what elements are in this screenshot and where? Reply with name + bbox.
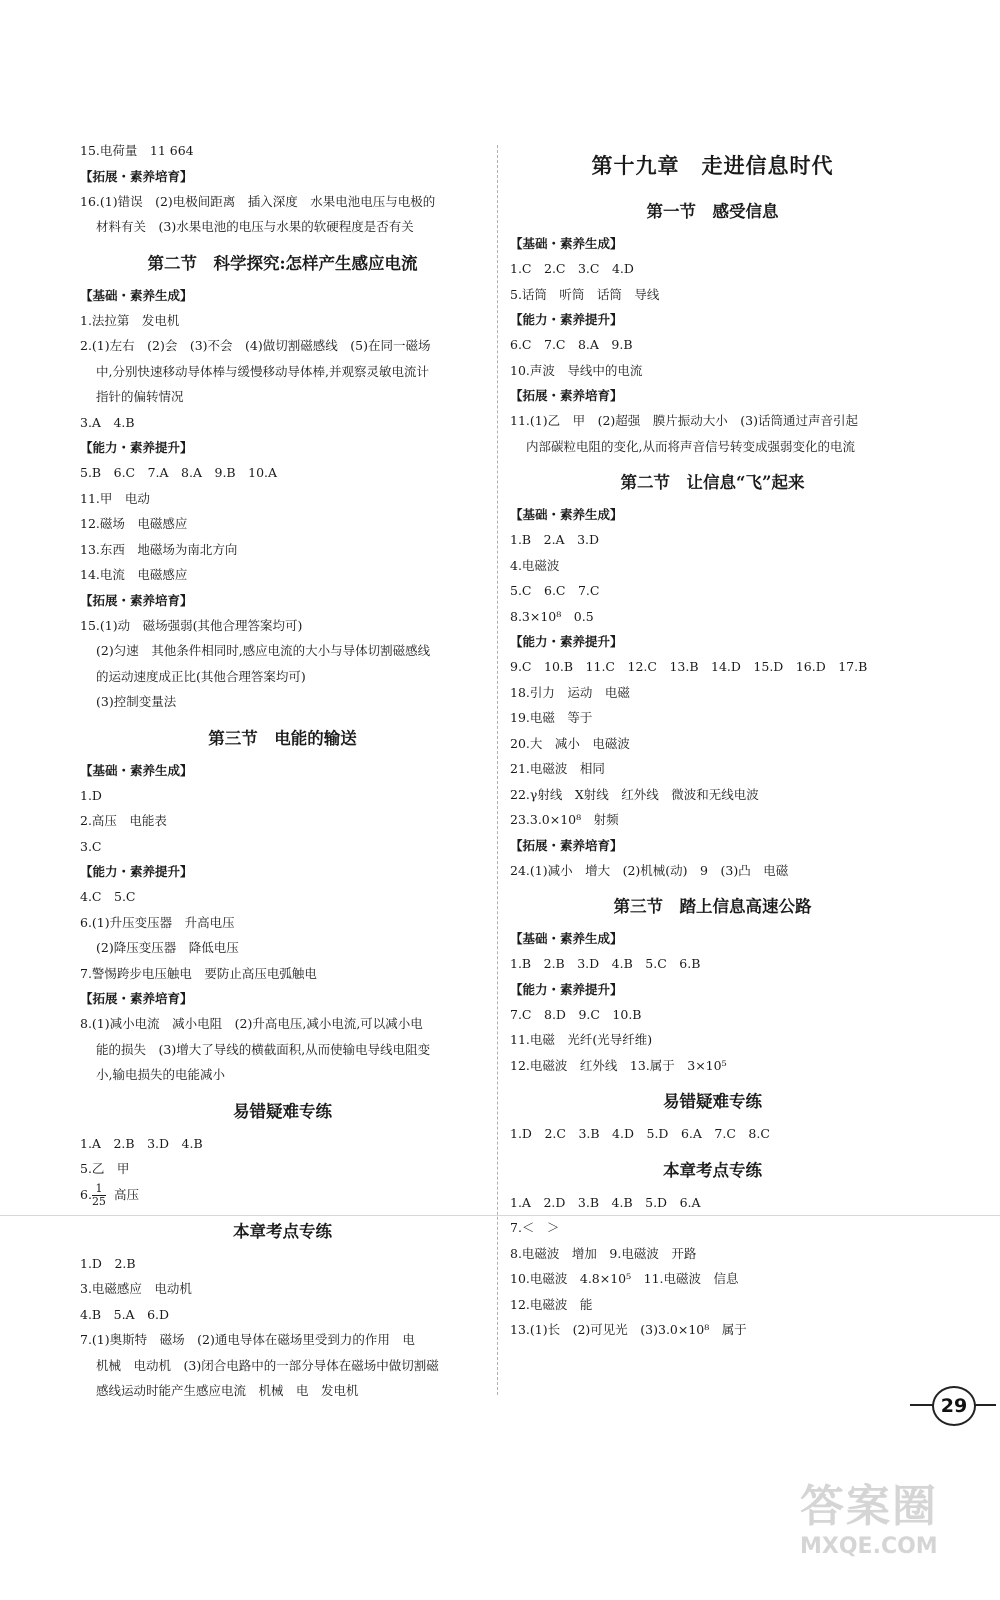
answer-line: 2.高压 电能表 <box>80 813 167 828</box>
answer-line: 4.B 5.A 6.D <box>80 1306 170 1322</box>
right-answer-column <box>510 138 915 1343</box>
category-tag: 【能力・素养提升】 <box>510 981 623 997</box>
answer-subline: (2)降压变压器 降低电压 <box>96 940 239 955</box>
answer-line: 13.东西 地磁场为南北方向 <box>80 541 238 557</box>
category-tag: 【能力・素养提升】 <box>510 634 623 649</box>
section-title: 第二节 让信息“飞”起来 <box>620 473 805 492</box>
answer-line: 4.电磁波 <box>510 557 560 573</box>
answer-line: 15.电荷量 11 664 <box>80 143 194 158</box>
answer-continuation: 感线运动时能产生感应电流 机械 电 发电机 <box>96 1383 359 1398</box>
answer-line: 1.D 2.C 3.B 4.D 5.D 6.A 7.C 8.C <box>510 1126 770 1141</box>
answer-line: 11.甲 电动 <box>80 490 150 506</box>
answer-line: 7.警惕跨步电压触电 要防止高压电弧触电 <box>80 965 317 981</box>
answer-line: 8.3×10⁸ 0.5 <box>510 608 594 624</box>
answer-continuation: 能的损失 (3)增大了导线的横截面积,从而使输电导线电阻变 <box>96 1041 431 1057</box>
answer-line: 5.话筒 听筒 话筒 导线 <box>510 286 660 302</box>
page-number: 29 <box>932 1386 976 1426</box>
answer-line: 1.A 2.B 3.D 4.B <box>80 1135 203 1151</box>
answer-line: 8.电磁波 增加 9.电磁波 开路 <box>510 1245 697 1261</box>
answer-line: 23.3.0×10⁸ 射频 <box>510 812 619 827</box>
left-answer-column <box>80 138 485 1404</box>
answer-line: 7.C 8.D 9.C 10.B <box>510 1006 642 1022</box>
section-title: 第一节 感受信息 <box>646 202 779 221</box>
section-title: 第三节 电能的输送 <box>208 728 357 748</box>
answer-line: 11.(1)乙 甲 (2)超强 膜片振动大小 (3)话筒通过声音引起 <box>510 413 858 428</box>
answer-line: 19.电磁 等于 <box>510 710 593 725</box>
category-tag: 【能力・素养提升】 <box>510 312 623 327</box>
answer-subline: (3)控制变量法 <box>96 694 177 709</box>
answer-line: 24.(1)减小 增大 (2)机械(动) 9 (3)凸 电磁 <box>510 862 789 878</box>
fraction-denominator: 25 <box>91 1194 106 1208</box>
answer-continuation: 小,输电损失的电能减小 <box>96 1067 225 1082</box>
category-tag: 【能力・素养提升】 <box>80 864 193 879</box>
answer-line: 1.法拉第 发电机 <box>80 312 180 328</box>
section-title: 易错疑难专练 <box>233 1101 332 1121</box>
answer-line: 21.电磁波 相同 <box>510 761 605 776</box>
answer-line: 13.(1)长 (2)可见光 (3)3.0×10⁸ 属于 <box>510 1322 747 1337</box>
answer-line: 12.电磁波 能 <box>510 1296 593 1312</box>
answer-line: 5.C 6.C 7.C <box>510 583 600 598</box>
answer-continuation: 中,分别快速移动导体棒与缓慢移动导体棒,并观察灵敏电流计 <box>96 363 429 379</box>
watermark-logo <box>800 1470 990 1580</box>
category-tag: 【基础・素养生成】 <box>510 931 623 946</box>
section-title: 易错疑难专练 <box>663 1092 762 1111</box>
answer-line: 12.电磁波 红外线 13.属于 3×10⁵ <box>510 1057 727 1073</box>
section-title: 本章考点专练 <box>233 1221 332 1241</box>
answer-line: 16.(1)错误 (2)电极间距离 插入深度 水果电池电压与电极的 <box>80 193 436 209</box>
answer-line: 8.(1)减小电流 减小电阻 (2)升高电压,减小电流,可以减小电 <box>80 1016 423 1031</box>
answer-line: 4.C 5.C <box>80 889 136 904</box>
category-tag: 【拓展・素养培育】 <box>80 592 193 608</box>
page-fold-line <box>0 1215 1000 1216</box>
answer-number: 6. <box>80 1186 92 1202</box>
watermark-text: 答案圈 <box>800 1481 938 1532</box>
answer-line: 5.B 6.C 7.A 8.A 9.B 10.A <box>80 465 278 480</box>
category-tag: 【拓展・素养培育】 <box>510 388 623 403</box>
answer-line: 10.电磁波 4.8×10⁵ 11.电磁波 信息 <box>510 1271 739 1286</box>
section-title: 第三节 踏上信息高速公路 <box>613 897 812 916</box>
answer-line: 9.C 10.B 11.C 12.C 13.B 14.D 15.D 16.D 17.B <box>510 659 868 674</box>
answer-line: 2.(1)左右 (2)会 (3)不会 (4)做切割磁感线 (5)在同一磁场 <box>80 338 431 353</box>
answer-line: 6.(1)升压变压器 升高电压 <box>80 914 235 930</box>
answer-line: 14.电流 电磁感应 <box>80 567 188 582</box>
answer-subline: 的运动速度成正比(其他合理答案均可) <box>96 668 306 684</box>
answer-line: 20.大 减小 电磁波 <box>510 735 630 751</box>
answer-continuation: 机械 电动机 (3)闭合电路中的一部分导体在磁场中做切割磁 <box>96 1357 439 1373</box>
category-tag: 【拓展・素养培育】 <box>80 991 193 1006</box>
watermark-url: MXQE.COM <box>800 1534 938 1559</box>
section-title: 第二节 科学探究:怎样产生感应电流 <box>147 253 418 273</box>
answer-line: 6.C 7.C 8.A 9.B <box>510 337 633 352</box>
answer-line: 3.A 4.B <box>80 414 135 430</box>
category-tag: 【拓展・素养培育】 <box>80 168 193 184</box>
answer-continuation: 内部碳粒电阻的变化,从而将声音信号转变成强弱变化的电流 <box>526 438 855 454</box>
answer-text: 高压 <box>113 1186 139 1202</box>
answer-line: 12.磁场 电磁感应 <box>80 516 188 531</box>
category-tag: 【基础・素养生成】 <box>80 287 193 303</box>
answer-continuation: 材料有关 (3)水果电池的电压与水果的软硬程度是否有关 <box>96 219 414 234</box>
answer-continuation: 指针的偏转情况 <box>96 389 184 404</box>
page-number-badge <box>910 1386 1000 1426</box>
answer-line: 11.电磁 光纤(光导纤维) <box>510 1032 653 1047</box>
fraction-numerator: 1 <box>92 1183 106 1196</box>
answer-subline: (2)匀速 其他条件相同时,感应电流的大小与导体切割磁感线 <box>96 643 431 658</box>
answer-line: 7.＜ ＞ <box>510 1220 560 1235</box>
category-tag: 【拓展・素养培育】 <box>510 837 623 853</box>
fraction <box>92 1183 106 1208</box>
category-tag: 【基础・素养生成】 <box>510 507 623 522</box>
answer-line: 18.引力 运动 电磁 <box>510 684 630 700</box>
answer-line: 1.B 2.B 3.D 4.B 5.C 6.B <box>510 956 701 971</box>
answer-line: 5.乙 甲 <box>80 1161 130 1176</box>
answer-line: 1.A 2.D 3.B 4.B 5.D 6.A <box>510 1194 701 1210</box>
answer-line: 10.声波 导线中的电流 <box>510 362 643 378</box>
answer-line: 1.C 2.C 3.C 4.D <box>510 261 634 276</box>
category-tag: 【基础・素养生成】 <box>510 236 623 251</box>
answer-line: 15.(1)动 磁场强弱(其他合理答案均可) <box>80 617 303 633</box>
answer-line: 3.C <box>80 838 102 854</box>
category-tag: 【基础・素养生成】 <box>80 762 193 778</box>
answer-line: 3.电磁感应 电动机 <box>80 1281 192 1296</box>
category-tag: 【能力・素养提升】 <box>80 440 193 455</box>
answer-line: 7.(1)奥斯特 磁场 (2)通电导体在磁场里受到力的作用 电 <box>80 1332 415 1347</box>
chapter-title: 第十九章 走进信息时代 <box>591 153 834 178</box>
section-title: 本章考点专练 <box>663 1160 762 1180</box>
column-divider <box>497 145 498 1395</box>
answer-line: 1.D 2.B <box>80 1255 136 1271</box>
answer-line <box>80 1182 485 1208</box>
answer-line: 1.B 2.A 3.D <box>510 532 600 547</box>
answer-line: 1.D <box>80 787 102 803</box>
answer-line: 22.γ射线 X射线 红外线 微波和无线电波 <box>510 786 759 802</box>
